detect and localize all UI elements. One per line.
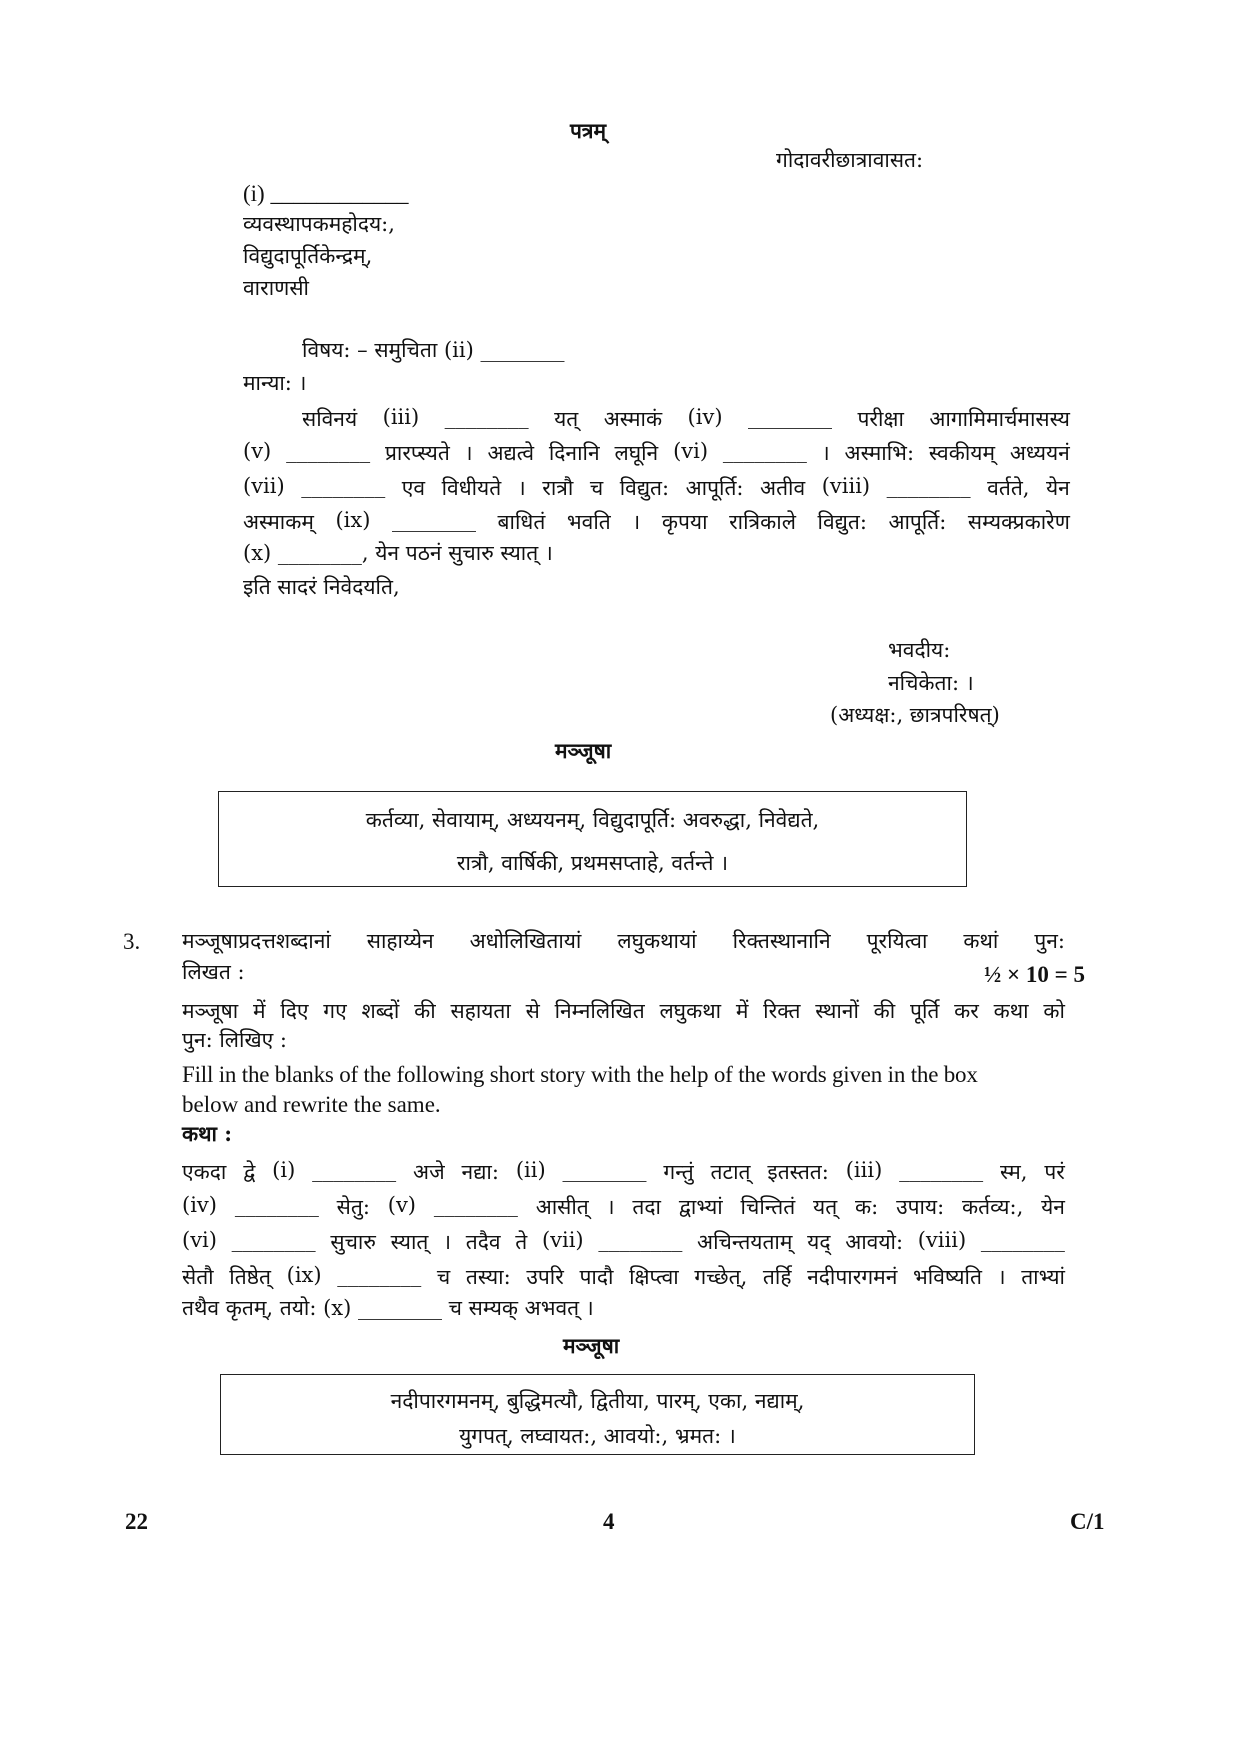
story-line-3	[182, 1228, 1065, 1256]
sign-line-3: (अध्यक्ष:, छात्रपरिषत्)	[830, 703, 1000, 727]
q3-word-box	[220, 1374, 975, 1455]
word: लघुकथा	[659, 999, 722, 1023]
letter-box-line-1: कर्तव्या, सेवायाम्, अध्ययनम्, विद्युदापूर्ति: अवरुद्धा, निवेद्यते,	[365, 808, 820, 832]
word: शब्दों	[361, 999, 400, 1023]
word: उपाय:	[896, 1195, 945, 1219]
q3-box-line-1: नदीपारगमनम्, बुद्धिमत्यौ, द्वितीया, पारम्, एका, नद्याम्,	[390, 1389, 805, 1413]
word: (viii)	[917, 1228, 967, 1252]
word: कर्तव्य:,	[962, 1195, 1024, 1219]
word: अतीव	[760, 476, 806, 500]
word: रात्रौ	[542, 476, 574, 500]
word: सुचारु	[330, 1230, 376, 1254]
word: रिक्त	[763, 999, 801, 1023]
word: मञ्जूषाप्रदत्तशब्दानां	[182, 929, 331, 953]
sign-line-2: नचिकेता: ।	[888, 671, 974, 695]
addr-line-4: वाराणसी	[243, 276, 309, 300]
blank: ________	[444, 405, 529, 429]
word: आवयो:	[845, 1230, 904, 1254]
word: येन	[1046, 476, 1070, 500]
word: साहाय्येन	[366, 929, 434, 953]
blank: ________	[231, 1228, 316, 1252]
word: (vii)	[541, 1228, 584, 1252]
word: तदा	[632, 1195, 661, 1219]
word: लघूनि	[614, 441, 659, 465]
word: की	[873, 999, 896, 1023]
word: द्वे	[243, 1160, 256, 1184]
word: क:	[855, 1195, 879, 1219]
letter-word-box	[218, 791, 967, 887]
letter-box-title: मञ्जूषा	[555, 738, 612, 763]
story-line-1	[182, 1158, 1065, 1186]
word: कर	[954, 999, 979, 1023]
word: पुन:	[1034, 929, 1065, 953]
word: आगामिमार्चमासस्य	[929, 407, 1070, 431]
letter-body-line-1	[302, 405, 1070, 433]
word: अस्माकम्	[243, 510, 314, 534]
addr-line-2: व्यवस्थापकमहोदय:,	[243, 212, 395, 236]
page-number: 4	[603, 1509, 615, 1534]
word: वर्तते,	[987, 476, 1030, 500]
word: दिनानि	[548, 441, 600, 465]
word: ।	[821, 441, 830, 465]
blank: ________	[301, 474, 386, 498]
word: गच्छेत्,	[694, 1265, 748, 1289]
word: (viii)	[821, 474, 871, 498]
word: द्वाभ्यां	[678, 1195, 723, 1219]
word: ।	[606, 1195, 615, 1219]
word: तटात्	[710, 1160, 751, 1184]
sign-line-1: भवदीय:	[888, 638, 951, 662]
word: पूर्ति	[910, 999, 940, 1023]
blank: ________	[286, 439, 371, 463]
q3-english-line-2: below and rewrite the same.	[182, 1092, 441, 1117]
word: नदीपारगमनं	[807, 1265, 898, 1289]
word: ताभ्यां	[1021, 1265, 1065, 1289]
blank: ________	[886, 474, 971, 498]
word: विद्युत:	[817, 510, 867, 534]
word: ते	[515, 1230, 528, 1254]
word: लघुकथायां	[617, 929, 697, 953]
word: पादौ	[579, 1265, 614, 1289]
word: विद्युत:	[619, 476, 670, 500]
letter-box-line-2: रात्रौ, वार्षिकी, प्रथमसप्ताहे, वर्तन्ते ।	[456, 851, 729, 875]
word: ।	[464, 441, 473, 465]
word: स्वकीयम्	[928, 441, 996, 465]
word: में	[252, 999, 266, 1023]
word: अस्माभि:	[844, 441, 915, 465]
word: अधोलिखितायां	[469, 929, 582, 953]
word: मञ्जूषा	[182, 999, 239, 1023]
q3-instruction-line-2: लिखत :	[182, 960, 245, 984]
word: (ix)	[286, 1263, 322, 1287]
letter-body-last: (x) ________, येन पठनं सुचारु स्यात् ।	[243, 541, 553, 565]
word: एव	[401, 476, 426, 500]
letter-body-line-4	[243, 508, 1070, 536]
word: चिन्तितं	[740, 1195, 796, 1219]
word: स्म,	[1000, 1160, 1028, 1184]
word: सम्यक्प्रकारेण	[967, 510, 1070, 534]
word: पूरयित्वा	[866, 929, 928, 953]
word: (iv)	[687, 405, 723, 429]
blank: ________	[899, 1158, 984, 1182]
word: (iii)	[845, 1158, 883, 1182]
story-line-2	[182, 1193, 1065, 1221]
word: की	[414, 999, 436, 1023]
blank: ________	[980, 1228, 1065, 1252]
word: रात्रिकाले	[729, 510, 796, 534]
word: प्रारप्स्यते	[384, 441, 450, 465]
q3-marks: ½ × 10 = 5	[984, 962, 1085, 987]
q3-box-title: मञ्जूषा	[563, 1333, 620, 1358]
q3-instruction-line-1	[182, 927, 1065, 955]
word: परीक्षा	[857, 407, 904, 431]
letter-closing: इति सादरं निवेदयति,	[243, 575, 400, 599]
word: (v)	[243, 439, 272, 463]
word: (vi)	[182, 1228, 217, 1252]
word: (iv)	[182, 1193, 217, 1217]
word: से	[525, 999, 540, 1023]
blank: ________	[234, 1193, 319, 1217]
word: ।	[632, 510, 641, 534]
letter-body-line-3	[243, 474, 1070, 502]
word: (ix)	[335, 508, 371, 532]
letter-sender: गोदावरीछात्रावासत:	[776, 148, 924, 172]
story-last-line: तथैव कृतम्, तयो: (x) ________ च सम्यक् अभवत् ।	[182, 1296, 594, 1320]
story-label: कथा :	[182, 1121, 233, 1146]
word: भविष्यति	[913, 1265, 982, 1289]
word: भवति	[566, 510, 611, 534]
word: यद्	[807, 1230, 831, 1254]
word: इतस्तत:	[767, 1160, 829, 1184]
word: अद्यत्वे	[487, 441, 534, 465]
word: अध्ययनं	[1009, 441, 1070, 465]
word: अजे	[413, 1160, 445, 1184]
blank: ________	[598, 1228, 683, 1252]
q3-english-line-1: Fill in the blanks of the following short story with the help of the words given in the box	[182, 1062, 978, 1087]
word: विधीयते	[441, 476, 502, 500]
word: येन	[1041, 1195, 1065, 1219]
word: आपूर्ति:	[685, 476, 744, 500]
letter-salutation: मान्या: ।	[243, 371, 307, 395]
word: यत्	[813, 1195, 838, 1219]
blank: ________	[337, 1263, 422, 1287]
letter-body-line-2	[243, 439, 1070, 467]
word: अचिन्तयताम्	[697, 1230, 793, 1254]
q3-number: 3.	[123, 929, 141, 954]
word: (iii)	[382, 405, 420, 429]
blank: ________	[562, 1158, 647, 1182]
word: च	[436, 1265, 451, 1289]
word: तस्या:	[465, 1265, 511, 1289]
addr-line-1: (i) ____________	[243, 181, 409, 206]
q3-hindi-line-2: पुन: लिखिए :	[182, 1028, 287, 1052]
word: अस्माकं	[603, 407, 663, 431]
word: सेतु:	[336, 1195, 370, 1219]
word: (v)	[387, 1193, 416, 1217]
word: रिक्तस्थानानि	[732, 929, 831, 953]
word: (vii)	[243, 474, 285, 498]
addr-line-3: विद्युदापूर्तिकेन्द्रम्,	[243, 244, 373, 268]
q3-hindi-line-1	[182, 997, 1065, 1025]
blank: ________	[312, 1158, 397, 1182]
word: आसीत्	[535, 1195, 589, 1219]
word: कृपया	[661, 510, 708, 534]
word: यत्	[554, 407, 579, 431]
q3-box-line-2: युगपत्, लघ्वायत:, आवयो:, भ्रमत: ।	[459, 1424, 736, 1448]
word: ।	[517, 476, 526, 500]
word: (vi)	[673, 439, 709, 463]
word: कथा	[993, 999, 1029, 1023]
word: कथां	[963, 929, 999, 953]
word: एकदा	[182, 1160, 227, 1184]
word: गन्तुं	[663, 1160, 694, 1184]
word: तदैव	[465, 1230, 501, 1254]
word: सविनयं	[302, 407, 358, 431]
word: को	[1043, 999, 1065, 1023]
word: स्थानों	[815, 999, 859, 1023]
word: (i)	[272, 1158, 296, 1182]
blank: ________	[747, 405, 832, 429]
word: ।	[997, 1265, 1006, 1289]
blank: ________	[433, 1193, 518, 1217]
story-line-4	[182, 1263, 1065, 1291]
footer-code: 22	[125, 1509, 148, 1534]
word: स्यात्	[390, 1230, 429, 1254]
blank: ________	[722, 439, 807, 463]
word: तिष्ठेत्	[229, 1265, 271, 1289]
blank: ________	[391, 508, 476, 532]
word: गए	[323, 999, 347, 1023]
word: निम्नलिखित	[554, 999, 645, 1023]
word: (ii)	[515, 1158, 546, 1182]
word: सहायता	[450, 999, 511, 1023]
word: बाधितं	[497, 510, 546, 534]
footer-set: C/1	[1070, 1509, 1105, 1534]
word: तर्हि	[762, 1265, 792, 1289]
letter-subject: विषय: – समुचिता (ii) ________	[302, 338, 565, 362]
word: आपूर्ति:	[888, 510, 947, 534]
word: में	[735, 999, 749, 1023]
letter-title: पत्रम्	[570, 118, 607, 143]
word: परं	[1044, 1160, 1065, 1184]
word: नद्या:	[461, 1160, 499, 1184]
word: क्षिप्त्वा	[629, 1265, 679, 1289]
word: उपरि	[526, 1265, 564, 1289]
word: ।	[443, 1230, 452, 1254]
word: च	[589, 476, 604, 500]
word: दिए	[280, 999, 309, 1023]
word: सेतौ	[182, 1265, 214, 1289]
